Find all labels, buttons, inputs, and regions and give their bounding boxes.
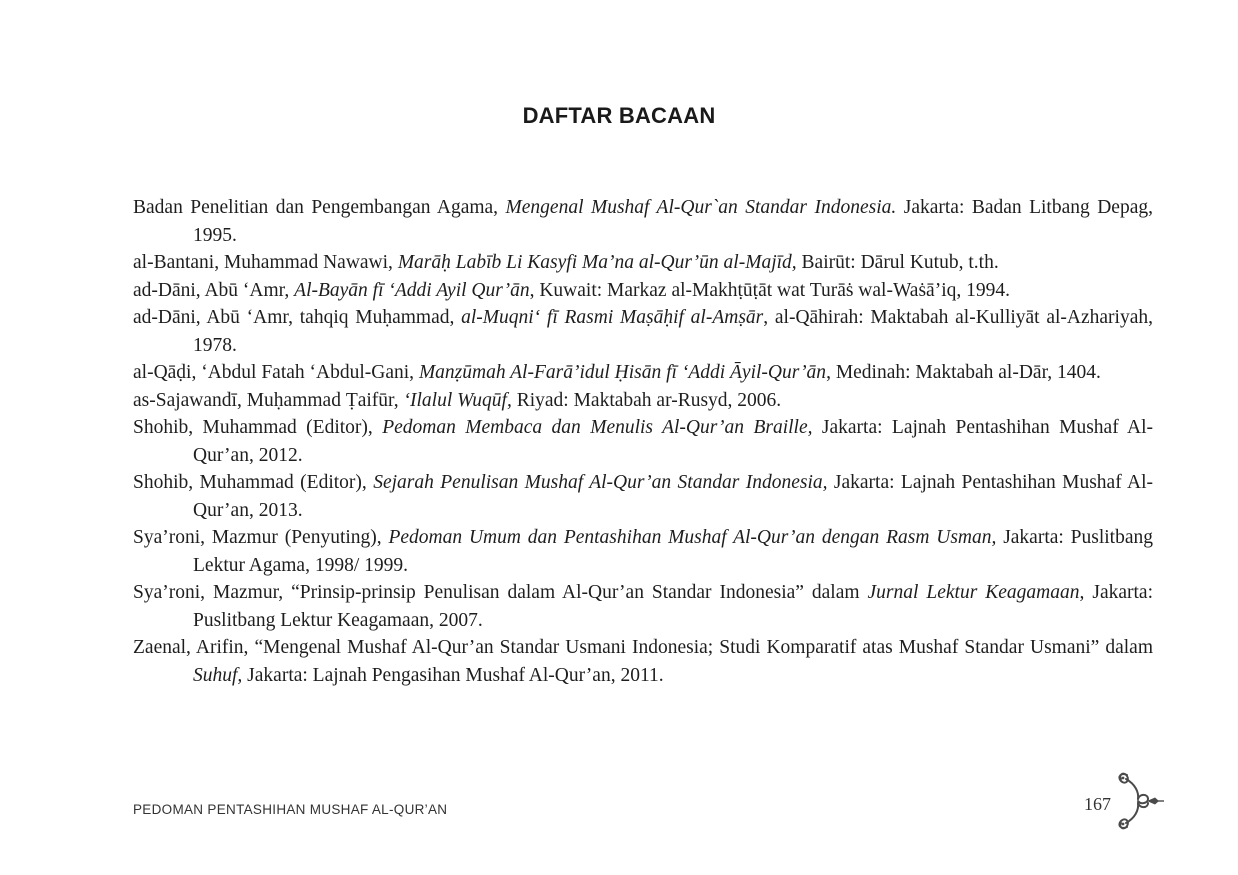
bibliography-entry — [133, 249, 1153, 277]
bibliography-entry — [133, 194, 1153, 249]
fleuron-ornament-icon — [1114, 768, 1164, 834]
bibliography-entry — [133, 524, 1153, 579]
entry-text: , Kuwait: Markaz al-Makhṭūṭāt wat Turāṡ wal-Waṡā’iq, 1994. — [529, 279, 1010, 301]
entry-work-title: Pedoman Membaca dan Menulis Al-Qur’an Braille, — [382, 417, 813, 438]
entry-text: Zaenal, Arifin, “Mengenal Mushaf Al-Qur’an Standar Usmani Indonesia; Studi Komparatif atas Mushaf Standar Usmani” dalam — [133, 637, 1153, 658]
entry-text: Sya’roni, Mazmur, “Prinsip-prinsip Penulisan dalam Al-Qur’an Standar Indonesia” dalam — [133, 582, 868, 603]
bibliography-list — [133, 194, 1153, 689]
entry-text: Bairūt: Dārul Kutub, t.th. — [796, 252, 999, 273]
bibliography-entry — [133, 579, 1153, 634]
entry-work-title: al-Muqni‘ fī Rasmi Maṣāḥif al-Amṣār — [461, 307, 764, 328]
footer-book-title: PEDOMAN PENTASHIHAN MUSHAF AL-QUR’AN — [133, 802, 448, 817]
entry-text: al-Qāḍi, ‘Abdul Fatah ‘Abdul-Gani, — [133, 362, 419, 383]
entry-work-title: Marāḥ Labīb Li Kasyfi Ma’na al-Qur’ūn al-Majīd, — [397, 252, 797, 273]
entry-text: Jakarta: Puslitbang Lektur Keagamaan, 2007. — [193, 582, 1153, 631]
page-title: DAFTAR BACAAN — [522, 102, 716, 128]
entry-work-title: Manẓūmah Al-Farā’idul Ḥisān fī ‘Addi Āyil-Qur’ān — [418, 362, 827, 383]
entry-text: ad-Dāni, Abū ‘Amr, tahqiq Muḥammad, — [133, 307, 462, 328]
bibliography-entry — [133, 414, 1153, 469]
entry-text: Jakarta: Lajnah Pentashihan Mushaf Al-Qur’an, 2012. — [193, 417, 1154, 466]
page-number: 167 — [1084, 793, 1111, 814]
entry-work-title: Pedoman Umum dan Pentashihan Mushaf Al-Qur’an dengan Rasm Usman, — [388, 527, 997, 548]
entry-text: Jakarta: Lajnah Pengasihan Mushaf Al-Qur’an, 2011. — [242, 664, 664, 686]
entry-text: ad-Dāni, Abū ‘Amr, — [133, 279, 295, 301]
entry-text: Jakarta: Puslitbang Lektur Agama, 1998/ 1999. — [193, 527, 1153, 576]
entry-work-title: Mengenal Mushaf Al-Qur`an Standar Indonesia. — [505, 197, 897, 218]
bibliography-entry — [133, 304, 1153, 359]
entry-text: Shohib, Muhammad (Editor), — [133, 417, 383, 438]
entry-text: Sya’roni, Mazmur (Penyuting), — [133, 527, 389, 548]
entry-text: , al-Qāhirah: Maktabah al-Kulliyāt al-Azhariyah, 1978. — [193, 307, 1153, 356]
entry-text: Shohib, Muhammad (Editor), — [133, 472, 374, 493]
entry-text: Riyad: Maktabah ar-Rusyd, 2006. — [511, 389, 782, 411]
entry-work-title: Suhuf, — [193, 664, 243, 686]
entry-text: , Medinah: Maktabah al-Dār, 1404. — [826, 362, 1101, 383]
entry-work-title: ‘Ilalul Wuqūf, — [403, 389, 512, 411]
entry-work-title: Sejarah Penulisan Mushaf Al-Qur’an Standar Indonesia, — [373, 472, 828, 493]
bibliography-entry — [133, 277, 1153, 305]
entry-text: Badan Penelitian dan Pengembangan Agama, — [133, 197, 506, 218]
bibliography-entry — [133, 387, 1153, 415]
bibliography-entry — [133, 359, 1153, 387]
bibliography-entry — [133, 634, 1153, 689]
entry-work-title: Al-Bayān fī ‘Addi Ayil Qur’ān — [294, 279, 530, 301]
entry-text: al-Bantani, Muhammad Nawawi, — [133, 252, 398, 273]
entry-text: Jakarta: Lajnah Pentashihan Mushaf Al-Qur’an, 2013. — [193, 472, 1154, 521]
footer-page-area — [1084, 768, 1164, 834]
entry-work-title: Jurnal Lektur Keagamaan, — [867, 582, 1085, 603]
entry-text: as-Sajawandī, Muḥammad Ṭaifūr, — [133, 389, 404, 411]
bibliography-entry — [133, 469, 1153, 524]
entry-text: Jakarta: Badan Litbang Depag, 1995. — [193, 197, 1153, 246]
